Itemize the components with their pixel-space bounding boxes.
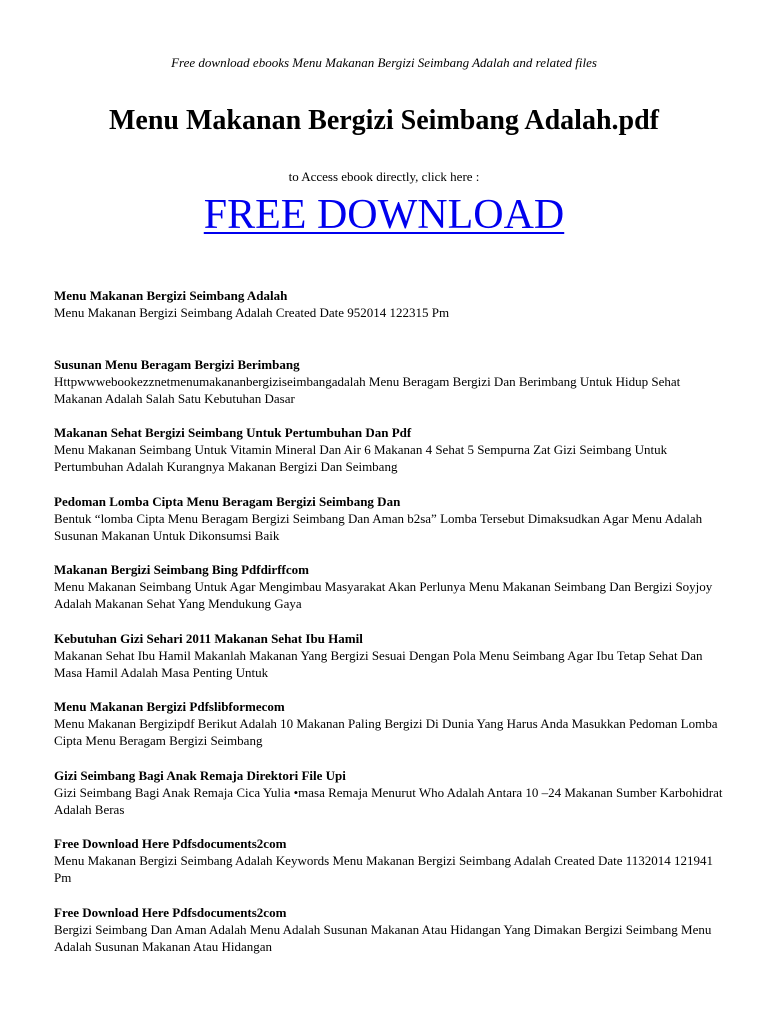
entry-description: Bergizi Seimbang Dan Aman Adalah Menu Adalah Susunan Makanan Atau Hidangan Yang Dimakan Bergizi Seimbang Menu Adalah Susunan Makanan Atau Hidangan — [54, 921, 712, 954]
entry-title: Pedoman Lomba Cipta Menu Beragam Bergizi Seimbang Dan — [54, 493, 401, 509]
list-item — [54, 835, 724, 904]
document-title: Menu Makanan Bergizi Seimbang Adalah.pdf — [109, 105, 659, 136]
entry-title: Free Download Here Pdfsdocuments2com — [54, 904, 287, 920]
list-item — [54, 630, 724, 699]
list-item — [54, 698, 724, 767]
entry-title: Susunan Menu Beragam Bergizi Berimbang — [54, 356, 300, 372]
entry-description: Gizi Seimbang Bagi Anak Remaja Cica Yulia •masa Remaja Menurut Who Adalah Antara 10 –24 Makanan Sumber Karbohidrat Adalah Beras — [54, 784, 723, 817]
entry-title: Menu Makanan Bergizi Pdfslibformecom — [54, 699, 285, 714]
list-item — [54, 904, 724, 973]
entry-description: Menu Makanan Seimbang Untuk Vitamin Mineral Dan Air 6 Makanan 4 Sehat 5 Sempurna Zat Gizi Seimbang Untuk Pertumbuhan Adalah Kurangnya Makanan Bergizi Dan Seimbang — [54, 442, 668, 474]
entry-list — [54, 287, 724, 972]
entry-description: Menu Makanan Bergizi Seimbang Adalah Keywords Menu Makanan Bergizi Seimbang Adalah Created Date 1132014 121941 Pm — [54, 853, 714, 885]
entry-description: Menu Makanan Seimbang Untuk Agar Mengimbau Masyarakat Akan Perlunya Menu Makanan Seimbang Dan Bergizi Soyjoy Adalah Makanan Sehat Yang Mendukung Gaya — [54, 579, 713, 611]
list-item — [54, 493, 724, 562]
entry-title: Makanan Sehat Bergizi Seimbang Untuk Pertumbuhan Dan Pdf — [54, 425, 412, 440]
access-instruction: to Access ebook directly, click here : — [288, 169, 480, 184]
entry-title: Menu Makanan Bergizi Seimbang Adalah — [54, 288, 288, 303]
entry-title: Kebutuhan Gizi Sehari 2011 Makanan Sehat Ibu Hamil — [54, 630, 363, 646]
entry-title: Gizi Seimbang Bagi Anak Remaja Direktori File Upi — [54, 767, 346, 783]
entry-title: Free Download Here Pdfsdocuments2com — [54, 836, 287, 851]
entry-title: Makanan Bergizi Seimbang Bing Pdfdirffcom — [54, 562, 309, 577]
list-item — [54, 356, 724, 425]
list-item — [54, 561, 724, 630]
download-link-container — [0, 190, 768, 240]
entry-description: Httpwwwebookezznetmenumakananbergiziseimbangadalah Menu Beragam Bergizi Dan Berimbang Untuk Hidup Sehat Makanan Adalah Salah Satu Kebutuhan Dasar — [54, 373, 681, 406]
list-item — [54, 424, 724, 493]
entry-description: Makanan Sehat Ibu Hamil Makanlah Makanan Yang Bergizi Sesuai Dengan Pola Menu Seimbang Agar Ibu Tetap Sehat Dan Masa Hamil Adalah Masa Penting Untuk — [54, 647, 703, 680]
list-item — [54, 767, 724, 836]
list-item — [54, 287, 724, 356]
entry-description: Bentuk “lomba Cipta Menu Beragam Bergizi Seimbang Dan Aman b2sa” Lomba Tersebut Dimaksudkan Agar Menu Adalah Susunan Makanan Untuk Dikonsumsi Baik — [54, 510, 703, 543]
header-note: Free download ebooks Menu Makanan Bergizi Seimbang Adalah and related files — [171, 55, 597, 70]
free-download-link[interactable]: FREE DOWNLOAD — [203, 192, 565, 238]
entry-description: Menu Makanan Bergizipdf Berikut Adalah 10 Makanan Paling Bergizi Di Dunia Yang Harus Anda Masukkan Pedoman Lomba Cipta Menu Beragam Bergizi Seimbang — [54, 716, 718, 748]
entry-description: Menu Makanan Bergizi Seimbang Adalah Created Date 952014 122315 Pm — [54, 305, 450, 320]
